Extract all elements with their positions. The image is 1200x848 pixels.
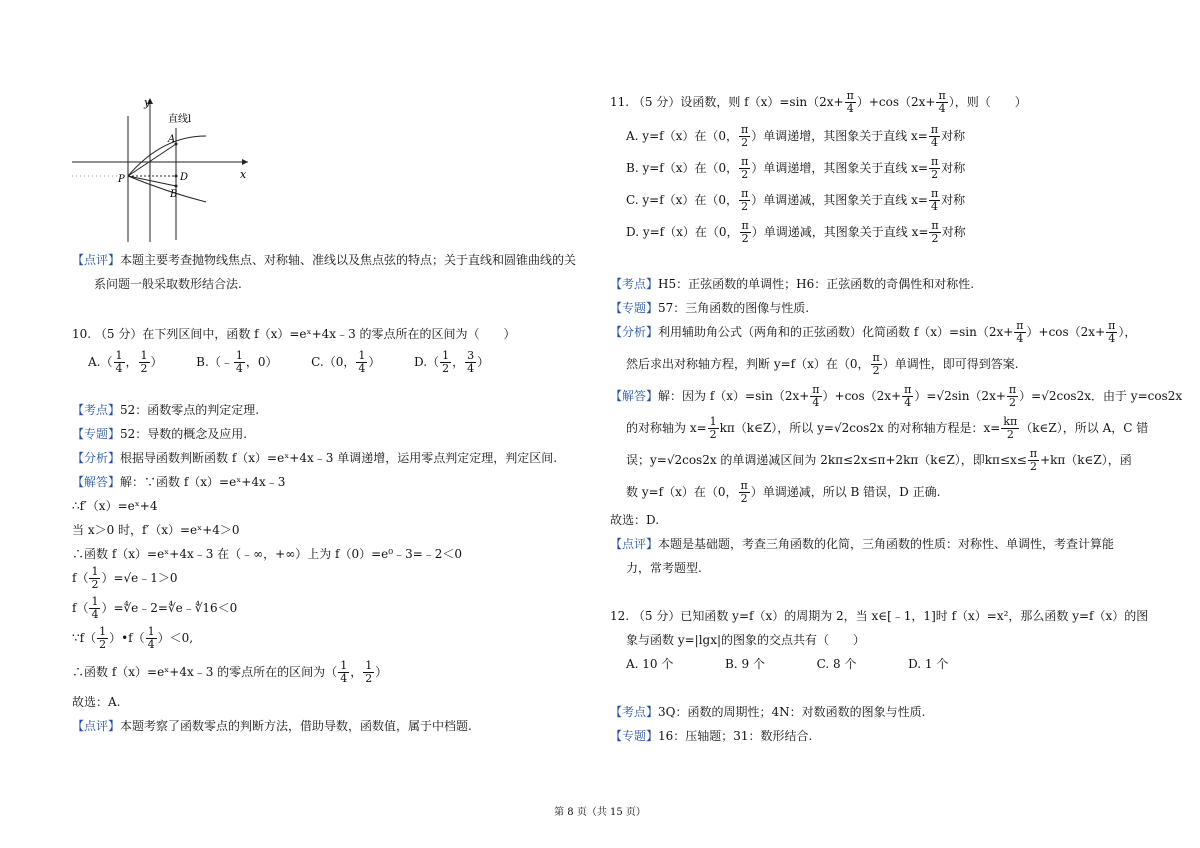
q10-review: 【点评】本题考察了函数零点的判断方法，借助导数，函数值，属于中档题. <box>72 719 472 733</box>
q10-zhuanti: 【专题】52：导数的概念及应用. <box>72 427 248 441</box>
q11-jieda-line2: 的对称轴为 x= $\frac{1}{2}$ kπ（k∈Z），所以 y=√2cos2x 的对称轴方程是：x= $\frac{k\pi}{2}$ （k∈Z），所以 A，C 错 <box>626 415 1149 441</box>
parabola-figure <box>72 94 262 244</box>
parabola-curve <box>128 136 206 202</box>
q11-jieda-line3: 误；y=√2cos2x 的单调递减区间为 2kπ≤2x≤π+2kπ（k∈Z），即kπ≤x≤ $\frac{\pi}{2}$ +kπ（k∈Z），函 <box>626 447 1132 473</box>
q12-options: A. 10 个 B. 9 个 C. 8 个 D. 1 个 <box>626 657 949 671</box>
q11-fenxi-line2: 然后求出对称轴方程，判断 y=f（x）在（0， $\frac{\pi}{2}$ ）单调性，即可得到答案. <box>626 351 1019 377</box>
page-footer: 第 8 页（共 15 页） <box>554 807 646 818</box>
q11-review: 【点评】本题是基础题，考查三角函数的化简，三角函数的性质：对称性、单调性，考查计算能 <box>610 537 1115 551</box>
chord-pb <box>128 176 176 186</box>
q11-zhuanti: 【专题】57：三角函数的图像与性质. <box>610 301 810 315</box>
q10-step7: ∴函数 f（x）=eˣ+4x﹣3 的零点所在的区间为（ $\frac{1}{4}$ ， $\frac{1}{2}$ ） <box>72 659 388 685</box>
q10-step2: 当 x＞0 时，f′（x）=eˣ+4＞0 <box>72 523 240 537</box>
q11-option-c: C. y=f（x）在（0， $\frac{\pi}{2}$ ）单调递减，其图象关于直线 x= $\frac{\pi}{4}$ 对称 <box>626 187 966 213</box>
q10-kaodian: 【考点】52：函数零点的判定定理. <box>72 403 260 417</box>
q12-stem-line2: 象与函数 y=|lgx|的图象的交点共有（ ） <box>626 633 866 647</box>
q11-fenxi: 【分析】利用辅助角公式（两角和的正弦函数）化简函数 f（x）=sin（2x+ $\frac{\pi}{4}$ ）+cos（2x+ $\frac{\pi}{4}$ ）， <box>610 319 1137 345</box>
q10-choice: 故选：A. <box>72 695 121 709</box>
q11-stem: 11. （5 分）设函数，则 f（x）=sin（2x+ $\frac{\pi}{4}$ ）+cos（2x+ $\frac{\pi}{4}$ ），则（ ） <box>610 89 1027 115</box>
q11-jieda-line4: 数 y=f（x）在（0， $\frac{\pi}{2}$ ）单调递减，所以 B 错误，D 正确. <box>626 479 941 505</box>
q11-option-a: A. y=f（x）在（0， $\frac{\pi}{2}$ ）单调递增，其图象关于直线 x= $\frac{\pi}{4}$ 对称 <box>626 123 966 149</box>
q10-fenxi: 【分析】根据导函数判断函数 f（x）=eˣ+4x﹣3 单调递增，运用零点判定定理，判定区间. <box>72 451 558 465</box>
q10-step5: f（ $\frac{1}{4}$ ）=∜e﹣2=∜e﹣∜16＜0 <box>72 595 238 621</box>
point-b-label: B <box>170 189 178 200</box>
point-b-dot <box>175 185 178 188</box>
q10-stem: 10. （5 分）在下列区间中，函数 f（x）=eˣ+4x﹣3 的零点所在的区间为（ ） <box>72 327 516 341</box>
q11-kaodian: 【考点】H5：正弦函数的单调性；H6：正弦函数的奇偶性和对称性. <box>610 277 975 291</box>
q11-option-b: B. y=f（x）在（0， $\frac{\pi}{2}$ ）单调递增，其图象关于直线 x= $\frac{\pi}{2}$ 对称 <box>626 155 966 181</box>
q12-stem: 12. （5 分）已知函数 y=f（x）的周期为 2，当 x∈[﹣1，1]时 f（x）=x²，那么函数 y=f（x）的图 <box>610 609 1149 623</box>
line-l-label: 直线l <box>168 114 192 125</box>
q11-jieda: 【解答】解：因为 f（x）=sin（2x+ $\frac{\pi}{4}$ ）+cos（2x+ $\frac{\pi}{4}$ ）=√2sin（2x+ $\frac{\pi}{2}$ ）=√2cos2x．由于 y=cos2x <box>610 383 1183 409</box>
x-label: x <box>240 168 247 181</box>
q11-option-d: D. y=f（x）在（0， $\frac{\pi}{2}$ ）单调递减，其图象关于直线 x= $\frac{\pi}{2}$ 对称 <box>626 219 966 245</box>
chord-pa <box>128 144 176 176</box>
q10-step1: ∴f′（x）=eˣ+4 <box>72 499 158 513</box>
review9-line2: 系问题一般采取数形结合法. <box>94 277 242 291</box>
q10-step4: f（ $\frac{1}{2}$ ）=√e﹣1＞0 <box>72 565 178 591</box>
x-axis-arrow <box>242 159 248 165</box>
review-tag: 【点评】 <box>72 253 121 267</box>
point-p-label: P <box>118 174 125 185</box>
q10-options: A.（ $\frac{1}{4}$ ， $\frac{1}{2}$ ） B.（﹣ $\frac{1}{4}$ ，0） C.（0， $\frac{1}{4}$ ） D.（ $\frac{1}{2}$ ， $\frac{3}{4}$ ） <box>88 349 490 375</box>
q10-step3: ∴函数 f（x）=eˣ+4x﹣3 在（﹣∞，+∞）上为 f（0）=e⁰﹣3=﹣2＜0 <box>72 547 463 561</box>
review9-line1: 【点评】本题主要考查抛物线焦点、对称轴、准线以及焦点弦的特点；关于直线和圆锥曲线的关 <box>72 253 577 267</box>
q12-zhuanti: 【专题】16：压轴题；31：数形结合. <box>610 729 813 743</box>
q11-review-line2: 力，常考题型. <box>626 561 702 575</box>
point-a-label: A <box>168 134 176 145</box>
point-d-label: D <box>180 172 189 183</box>
point-d-dot <box>175 175 178 178</box>
q10-step6: ∵f（ $\frac{1}{2}$ ）•f（ $\frac{1}{4}$ ）＜0, <box>72 625 194 651</box>
q10-jieda: 【解答】解：∵函数 f（x）=eˣ+4x﹣3 <box>72 475 286 489</box>
y-label: y <box>144 96 151 109</box>
q11-choice: 故选：D. <box>610 513 660 527</box>
q12-kaodian: 【考点】3Q：函数的周期性；4N：对数函数的图象与性质. <box>610 705 926 719</box>
